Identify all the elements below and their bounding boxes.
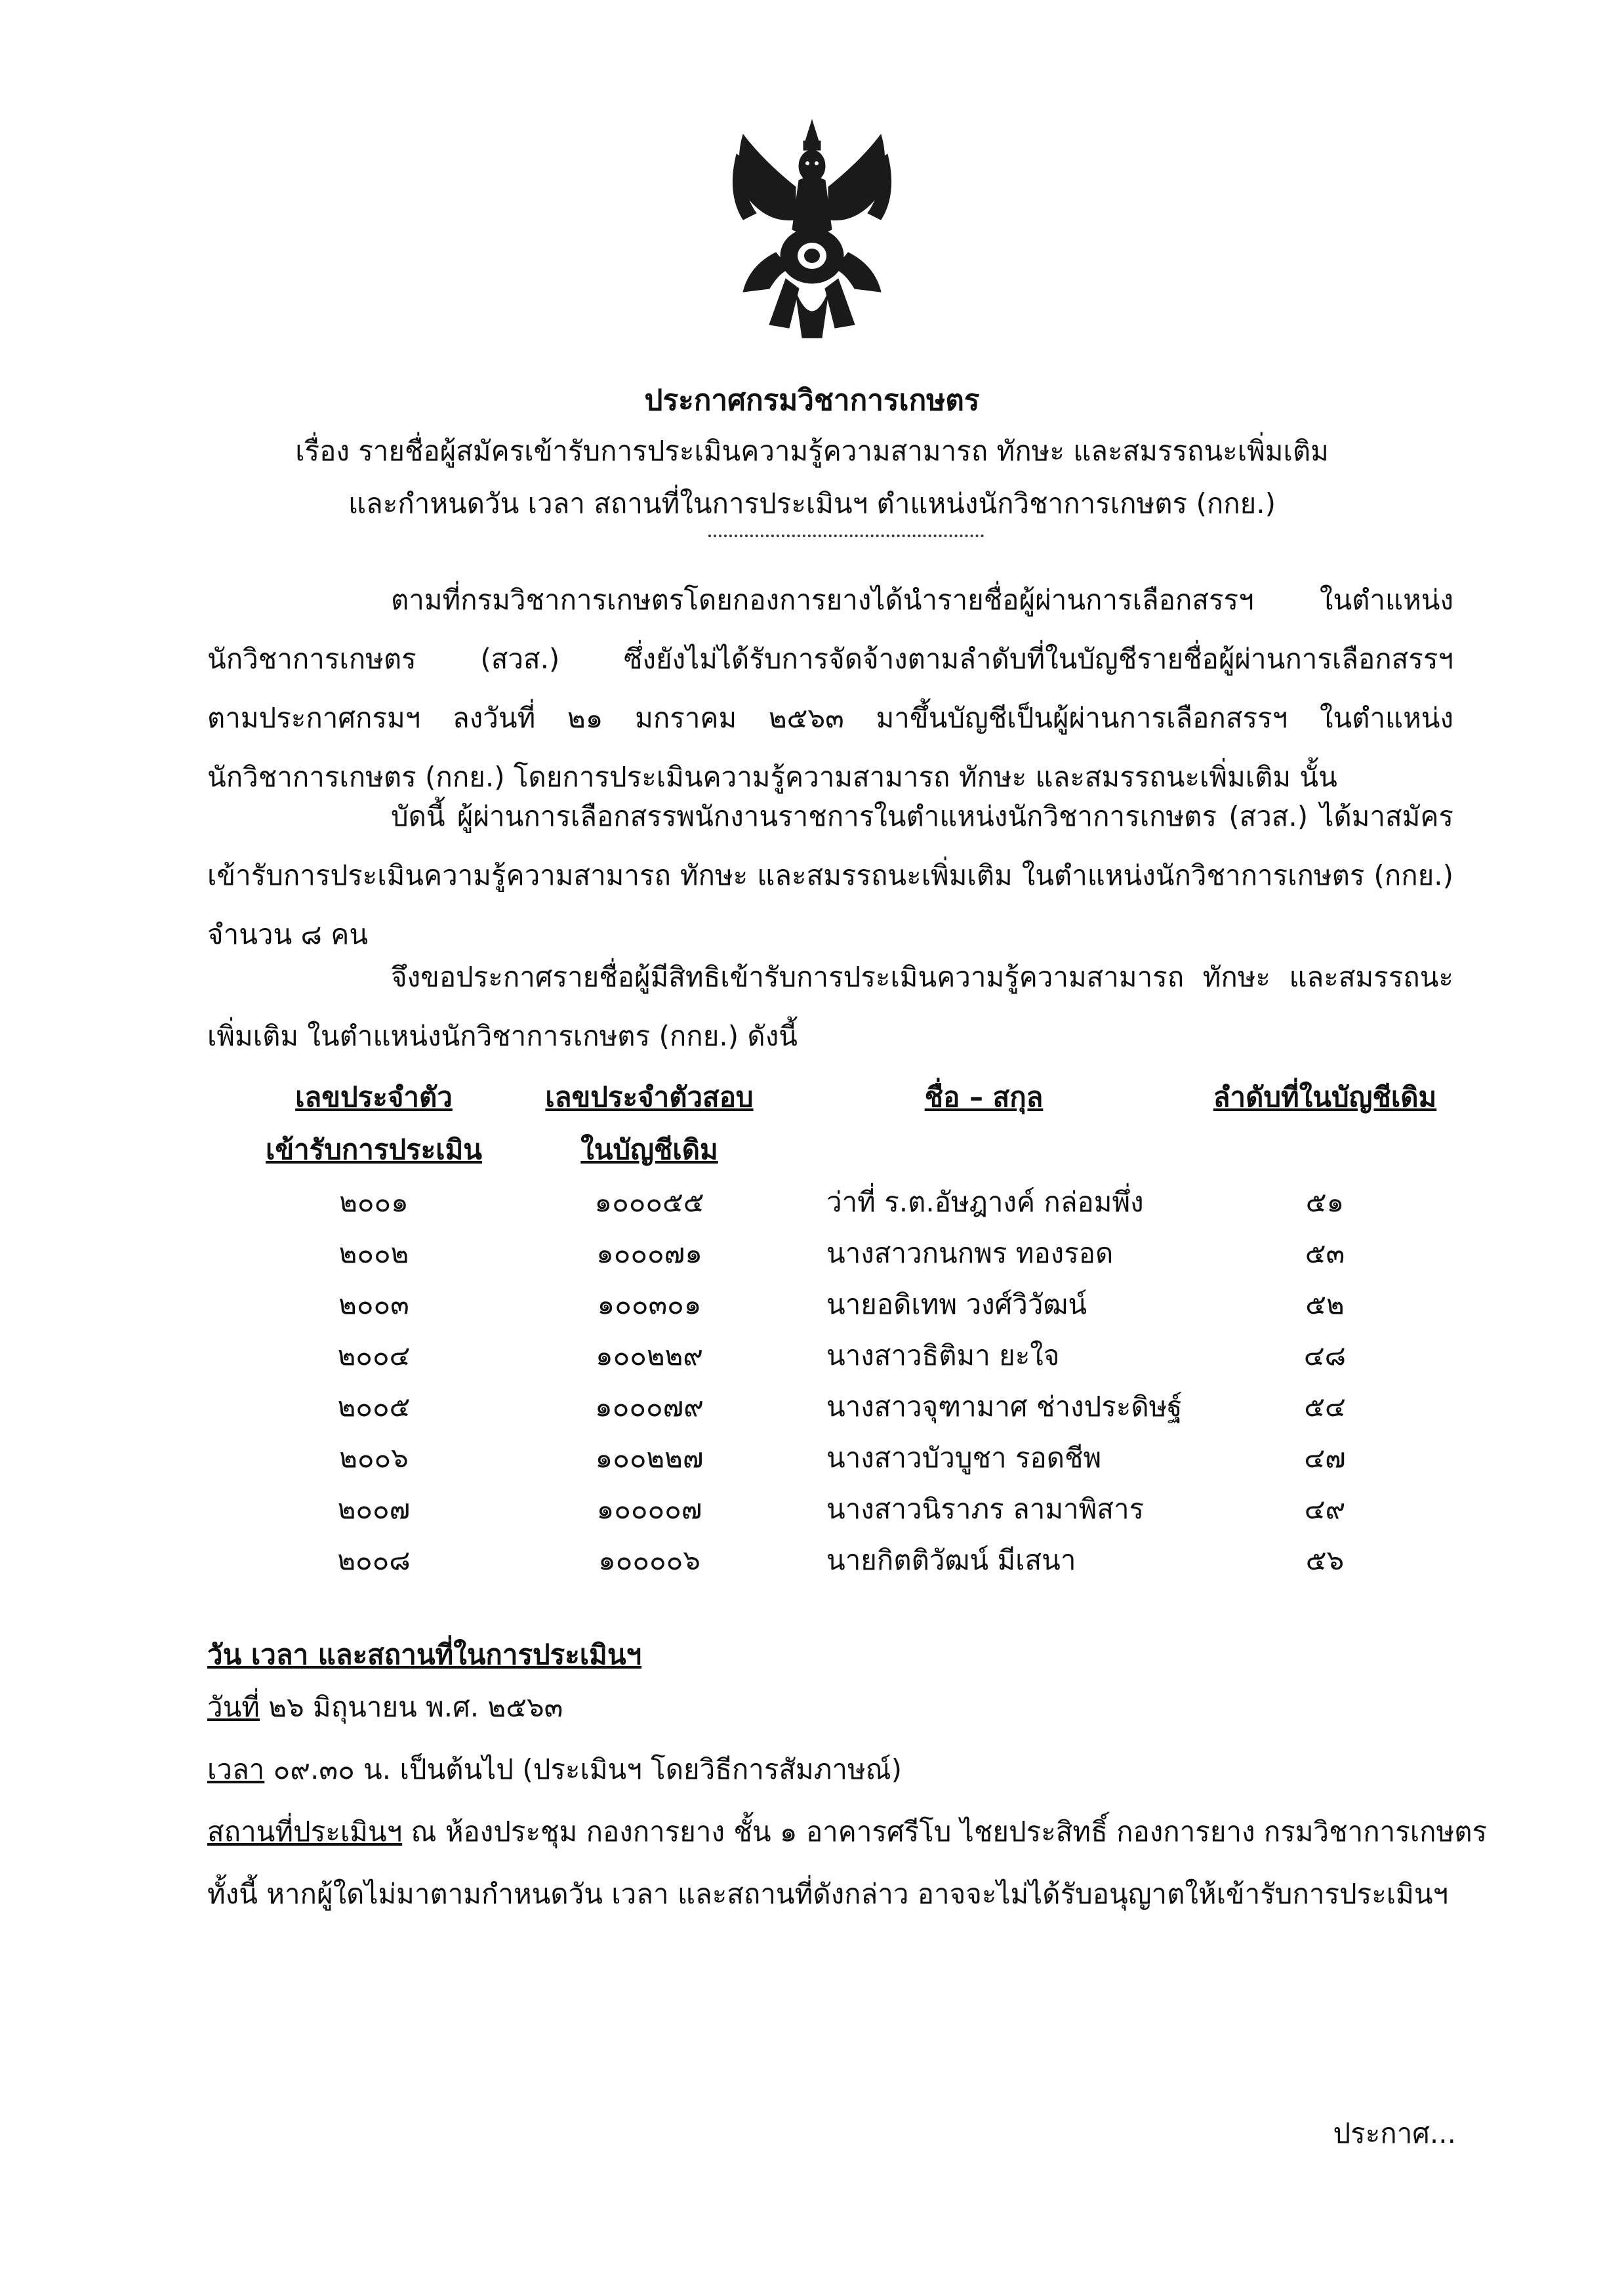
cell-exam-id: ๑๐๐๐๕๕ [594, 1186, 704, 1218]
schedule-date [207, 1686, 563, 1729]
header-col2-line2: ในบัญชีเดิม [580, 1133, 718, 1166]
time-value: ๐๙.๓๐ น. เป็นต้นไป (ประเมินฯ โดยวิธีการสัมภาษณ์) [264, 1753, 903, 1785]
paragraph-line: ตามที่กรมวิชาการเกษตรโดยกองการยางได้นำรายชื่อผู้ผ่านการเลือกสรรฯ ในตำแหน่ง [391, 584, 1453, 616]
paragraph-line: เข้ารับการประเมินความรู้ความสามารถ ทักษะ และสมรรถนะเพิ่มเติม ในตำแหน่งนักวิชาการเกษตร (กกย.) [207, 859, 1453, 891]
cell-rank: ๕๒ [1305, 1288, 1345, 1320]
place-label: สถานที่ประเมินฯ [207, 1816, 403, 1848]
cell-name: นางสาวบัวบูชา รอดชีพ [826, 1442, 1102, 1474]
continued-text: ประกาศ... [1333, 2117, 1456, 2149]
cell-name: นางสาวกนกพร ทองรอด [826, 1237, 1114, 1269]
table-row [0, 1232, 1624, 1278]
table-row [0, 1488, 1624, 1533]
table-row [0, 1283, 1624, 1329]
cell-id: ๒๐๐๒ [338, 1237, 409, 1269]
cell-rank: ๕๓ [1305, 1237, 1345, 1269]
paragraph-2 [207, 787, 1453, 964]
paragraph-line: ตามประกาศกรมฯ ลงวันที่ ๒๑ มกราคม ๒๕๖๓ มาขึ้นบัญชีเป็นผู้ผ่านการเลือกสรรฯ ในตำแหน่ง [207, 702, 1453, 734]
paragraph-3 [207, 948, 1453, 1066]
table-row [0, 1436, 1624, 1482]
announcement-title: ประกาศกรมวิชาการเกษตร [644, 384, 980, 417]
cell-name: นางสาวนิราภร ลามาพิสาร [826, 1493, 1145, 1525]
schedule-heading: วัน เวลา และสถานที่ในการประเมินฯ [207, 1638, 642, 1671]
table-row [0, 1334, 1624, 1380]
cell-id: ๒๐๐๑ [339, 1186, 409, 1218]
subject-line-2: และกำหนดวัน เวลา สถานที่ในการประเมินฯ ตำแหน่งนักวิชาการเกษตร (กกย.) [348, 487, 1276, 519]
dotted-separator [708, 535, 984, 537]
cell-rank: ๔๘ [1303, 1339, 1347, 1371]
cell-id: ๒๐๐๖ [339, 1442, 409, 1474]
paragraph-line: นักวิชาการเกษตร (กกย.) โดยการประเมินความรู้ความสามารถ ทักษะ และสมรรถนะเพิ่มเติม นั้น [207, 761, 1337, 793]
schedule-time [207, 1748, 902, 1791]
cell-exam-id: ๑๐๐๒๒๗ [595, 1442, 704, 1474]
cell-name: นางสาวจุฑามาศ ช่างประดิษฐ์ [826, 1390, 1183, 1423]
table-row [0, 1181, 1624, 1227]
schedule-place [207, 1810, 1487, 1854]
cell-exam-id: ๑๐๐๒๒๙ [595, 1339, 704, 1371]
cell-exam-id: ๑๐๐๐๐๖ [598, 1544, 700, 1576]
cell-rank: ๕๖ [1305, 1544, 1345, 1576]
header-col1-line1: เลขประจำตัว [295, 1081, 453, 1113]
header-col3: ชื่อ – สกุล [924, 1081, 1044, 1113]
cell-name: นายอดิเทพ วงศ์วิวัฒน์ [826, 1288, 1087, 1320]
header-col2-line1: เลขประจำตัวสอบ [545, 1081, 754, 1113]
cell-name: ว่าที่ ร.ต.อัษฎางค์ กล่อมพึ่ง [826, 1186, 1144, 1218]
cell-id: ๒๐๐๕ [337, 1390, 411, 1423]
paragraph-line: บัดนี้ ผู้ผ่านการเลือกสรรพนักงานราชการในตำแหน่งนักวิชาการเกษตร (สวส.) ได้มาสมัคร [391, 800, 1453, 832]
cell-id: ๒๐๐๘ [337, 1544, 411, 1576]
time-label: เวลา [207, 1753, 265, 1785]
paragraph-line: จึงขอประกาศรายชื่อผู้มีสิทธิเข้ารับการประเมินความรู้ความสามารถ ทักษะ และสมรรถนะ [391, 961, 1453, 993]
cell-rank: ๕๔ [1304, 1390, 1346, 1423]
garuda-emblem-icon [723, 115, 901, 341]
table-row [0, 1385, 1624, 1431]
cell-rank: ๔๙ [1304, 1493, 1346, 1525]
header-col4: ลำดับที่ในบัญชีเดิม [1213, 1081, 1437, 1113]
cell-rank: ๕๑ [1305, 1186, 1345, 1218]
cell-exam-id: ๑๐๐๐๗๙ [595, 1390, 704, 1423]
table-row [0, 1539, 1624, 1585]
cell-rank: ๔๗ [1304, 1442, 1346, 1474]
cell-exam-id: ๑๐๐๐๗๑ [596, 1237, 702, 1269]
cell-id: ๒๐๐๓ [338, 1288, 409, 1320]
cell-id: ๒๐๐๔ [337, 1339, 411, 1371]
paragraph-1 [207, 571, 1453, 807]
paragraph-line: เพิ่มเติม ในตำแหน่งนักวิชาการเกษตร (กกย.) ดังนี้ [207, 1020, 798, 1052]
cell-id: ๒๐๐๗ [337, 1493, 411, 1525]
schedule-note: ทั้งนี้ หากผู้ใดไม่มาตามกำหนดวัน เวลา และสถานที่ดังกล่าว อาจจะไม่ได้รับอนุญาตให้เข้ารับการประเมินฯ [207, 1878, 1449, 1910]
header-col1-line2: เข้ารับการประเมิน [266, 1133, 482, 1166]
cell-exam-id: ๑๐๐๐๐๗ [596, 1493, 702, 1525]
subject-line-1: เรื่อง รายชื่อผู้สมัครเข้ารับการประเมินความรู้ความสามารถ ทักษะ และสมรรถนะเพิ่มเติม [295, 435, 1329, 467]
place-value: ณ ห้องประชุม กองการยาง ชั้น ๑ อาคารศรีโบ ไชยประสิทธิ์ กองการยาง กรมวิชาการเกษตร [402, 1816, 1488, 1848]
cell-exam-id: ๑๐๐๓๐๑ [597, 1288, 702, 1320]
paragraph-line: นักวิชาการเกษตร (สวส.) ซึ่งยังไม่ได้รับการจัดจ้างตามลำดับที่ในบัญชีรายชื่อผู้ผ่านการเลือกสรรฯ [207, 643, 1453, 675]
paragraph-line: จำนวน ๘ คน [207, 918, 369, 950]
cell-name: นายกิตติวัฒน์ มีเสนา [826, 1544, 1076, 1576]
cell-name: นางสาวธิติมา ยะใจ [826, 1339, 1060, 1371]
date-value: ๒๖ มิถุนายน พ.ศ. ๒๕๖๓ [259, 1691, 563, 1723]
date-label: วันที่ [207, 1691, 260, 1723]
